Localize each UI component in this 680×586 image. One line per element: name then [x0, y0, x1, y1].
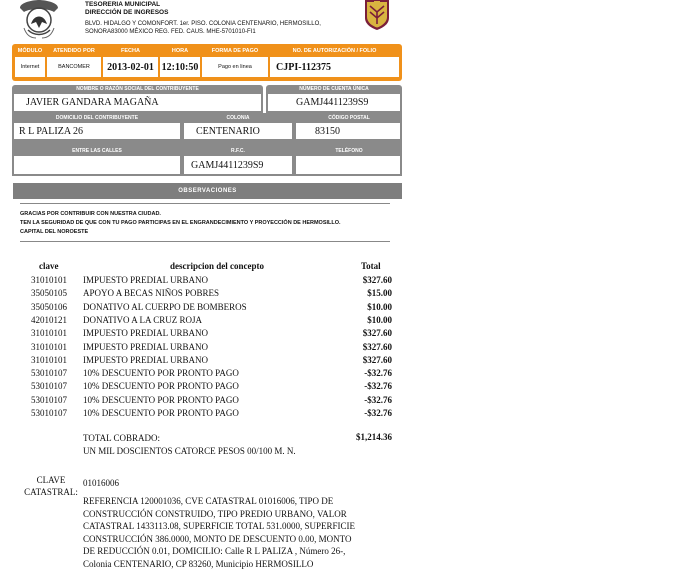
- row-descripcion: 10% DESCUENTO POR PRONTO PAGO: [83, 394, 239, 405]
- col-header-total: Total: [361, 261, 381, 271]
- obs-line-1: GRACIAS POR CONTRIBUIR CON NUESTRA CIUDAD.: [20, 211, 161, 217]
- row-descripcion: DONATIVO A LA CRUZ ROJA: [83, 314, 203, 325]
- row-total: $327.60: [362, 328, 392, 339]
- row-total: -$32.76: [364, 368, 392, 379]
- label-folio: NO. DE AUTORIZACIÓN / FOLIO: [292, 48, 377, 54]
- obs-line-2: TEN LA SEGURIDAD DE QUE CON TU PAGO PARTICIPAS EN EL ENGRANDECIMIENTO Y PROYECCIÓN DE HERMOSILLO.: [20, 220, 341, 226]
- label-forma-pago: FORMA DE PAGO: [211, 48, 259, 54]
- clave-catastral-label: [22, 474, 80, 498]
- row-total: $327.60: [362, 275, 392, 285]
- label-fecha: FECHA: [121, 48, 140, 54]
- colonia-value: CENTENARIO: [184, 123, 292, 139]
- hora-value: 12:10:50: [160, 57, 200, 77]
- cuenta-value: GAMJ4411239S9: [268, 94, 400, 111]
- rfc-label: R.F.C.: [231, 148, 245, 154]
- row-clave: 31010101: [31, 341, 67, 352]
- table-row: [0, 315, 680, 328]
- calles-label: ENTRE LAS CALLES: [72, 148, 122, 154]
- domicilio-value: R L PALIZA 26: [14, 123, 180, 139]
- modulo-value: Internet: [15, 57, 45, 77]
- label-hora: HORA: [171, 48, 189, 54]
- clave-catastral-value: 01016006: [83, 478, 119, 488]
- atendido-value: BANCOMER: [47, 57, 101, 77]
- table-row: [0, 395, 680, 408]
- row-clave: 53010107: [31, 381, 67, 392]
- row-clave: 31010101: [31, 328, 67, 339]
- clave-label-line2: CATASTRAL:: [24, 487, 78, 497]
- row-descripcion: 10% DESCUENTO POR PRONTO PAGO: [83, 381, 239, 392]
- table-row: [0, 408, 680, 421]
- colonia-label: COLONIA: [226, 115, 250, 121]
- clave-label-line1: CLAVE: [36, 475, 66, 485]
- cp-value: 83150: [296, 123, 400, 139]
- row-descripcion: IMPUESTO PREDIAL URBANO: [83, 328, 209, 339]
- row-total: $15.00: [367, 288, 392, 299]
- table-row: [0, 381, 680, 394]
- row-clave: 53010107: [31, 408, 67, 418]
- row-total: -$32.76: [364, 408, 392, 418]
- table-row: [0, 302, 680, 315]
- row-clave: 53010107: [31, 368, 67, 379]
- taxpayer-block: [12, 85, 402, 176]
- municipal-shield-icon: [363, 0, 391, 30]
- row-descripcion: DONATIVO AL CUERPO DE BOMBEROS: [83, 301, 247, 312]
- cp-label: CÓDIGO POSTAL: [328, 115, 370, 121]
- row-clave: 35050106: [31, 301, 67, 312]
- folio-value: CJPI-112375: [270, 57, 399, 77]
- row-total: $327.60: [362, 354, 392, 365]
- nombre-label: NOMBRE O RAZÓN SOCIAL DEL CONTRIBUYENTE: [76, 86, 199, 92]
- table-row: [0, 368, 680, 381]
- row-total: $327.60: [362, 341, 392, 352]
- totals-block: [83, 432, 296, 458]
- telefono-value: [296, 156, 400, 174]
- referencia-text: REFERENCIA 120001036, CVE CATASTRAL 01016006, TIPO DE CONSTRUCCIÓN CONSTRUIDO, TIPO PREDIO URBANO, VALOR CATASTRAL 1433113.08, SUPERFICIE TOTAL 531.0000, SUPERFICIE CONSTRUCCIÓN 386.0000, MONTO DE DESCUENTO 0.00, MONTO DE REDUCCIÓN 0.01, DOMICILIO: Calle R L PALIZA , Número 26-, Colonia CENTENARIO, CP 83260, Municipio HERMOSILLO: [83, 496, 355, 569]
- rfc-value: GAMJ4411239S9: [184, 156, 292, 174]
- fecha-value: 2013-02-01: [103, 57, 158, 77]
- row-clave: 31010101: [31, 354, 67, 365]
- header-address: [85, 20, 321, 36]
- table-row: [0, 355, 680, 368]
- obs-line-3: CAPITAL DEL NOROESTE: [20, 229, 89, 235]
- telefono-label: TELÉFONO: [335, 148, 363, 154]
- coat-of-arms-icon: [14, 0, 64, 40]
- col-header-clave: clave: [39, 261, 59, 271]
- row-descripcion: 10% DESCUENTO POR PRONTO PAGO: [83, 368, 239, 379]
- row-descripcion: IMPUESTO PREDIAL URBANO: [83, 341, 209, 352]
- table-row: [0, 342, 680, 355]
- divider: [20, 241, 390, 242]
- total-in-words: UN MIL DOSCIENTOS CATORCE PESOS 00/100 M. N.: [83, 446, 296, 456]
- row-total: -$32.76: [364, 381, 392, 392]
- row-descripcion: APOYO A BECAS NIÑOS POBRES: [83, 288, 220, 299]
- table-row: [0, 288, 680, 301]
- calles-value: [14, 156, 180, 174]
- label-atendido: ATENDIDO POR: [53, 48, 95, 54]
- table-row: [0, 328, 680, 341]
- row-clave: 42010121: [31, 314, 67, 325]
- row-clave: 35050105: [31, 288, 67, 299]
- org-name: TESORERIA MUNICIPAL: [85, 1, 161, 8]
- total-value: $1,214.36: [356, 432, 392, 442]
- label-modulo: MÓDULO: [17, 48, 43, 54]
- row-clave: 53010107: [31, 394, 67, 405]
- nombre-value: JAVIER GANDARA MAGAÑA: [14, 94, 261, 111]
- total-label: TOTAL COBRADO:: [83, 433, 161, 443]
- table-row: [0, 275, 680, 288]
- forma-pago-value: Pago en linea: [202, 57, 268, 77]
- row-total: -$32.76: [364, 394, 392, 405]
- org-department: DIRECCIÓN DE INGRESOS: [85, 8, 169, 16]
- row-clave: 31010101: [31, 275, 67, 285]
- address-line-1: BLVD. HIDALGO Y COMONFORT. 1er. PISO. COLONIA CENTENARIO, HERMOSILLO,: [85, 21, 321, 27]
- observaciones-title: OBSERVACIONES: [13, 183, 402, 199]
- row-total: $10.00: [367, 301, 392, 312]
- row-descripcion: IMPUESTO PREDIAL URBANO: [83, 275, 209, 285]
- cuenta-label: NÚMERO DE CUENTA ÚNICA: [299, 86, 369, 92]
- observaciones-text: [20, 210, 341, 237]
- row-total: $10.00: [367, 314, 392, 325]
- header-org: [85, 1, 168, 16]
- address-line-2: SONORA83000 MÉXICO REG. FED. CAUS. MHE-5701010-FI1: [85, 29, 256, 35]
- divider: [20, 203, 390, 204]
- row-descripcion: IMPUESTO PREDIAL URBANO: [83, 354, 209, 365]
- domicilio-label: DOMICILIO DEL CONTRIBUYENTE: [55, 115, 139, 121]
- payment-info-band: [12, 44, 402, 81]
- col-header-descripcion: descripcion del concepto: [170, 261, 264, 271]
- row-descripcion: 10% DESCUENTO POR PRONTO PAGO: [83, 408, 239, 418]
